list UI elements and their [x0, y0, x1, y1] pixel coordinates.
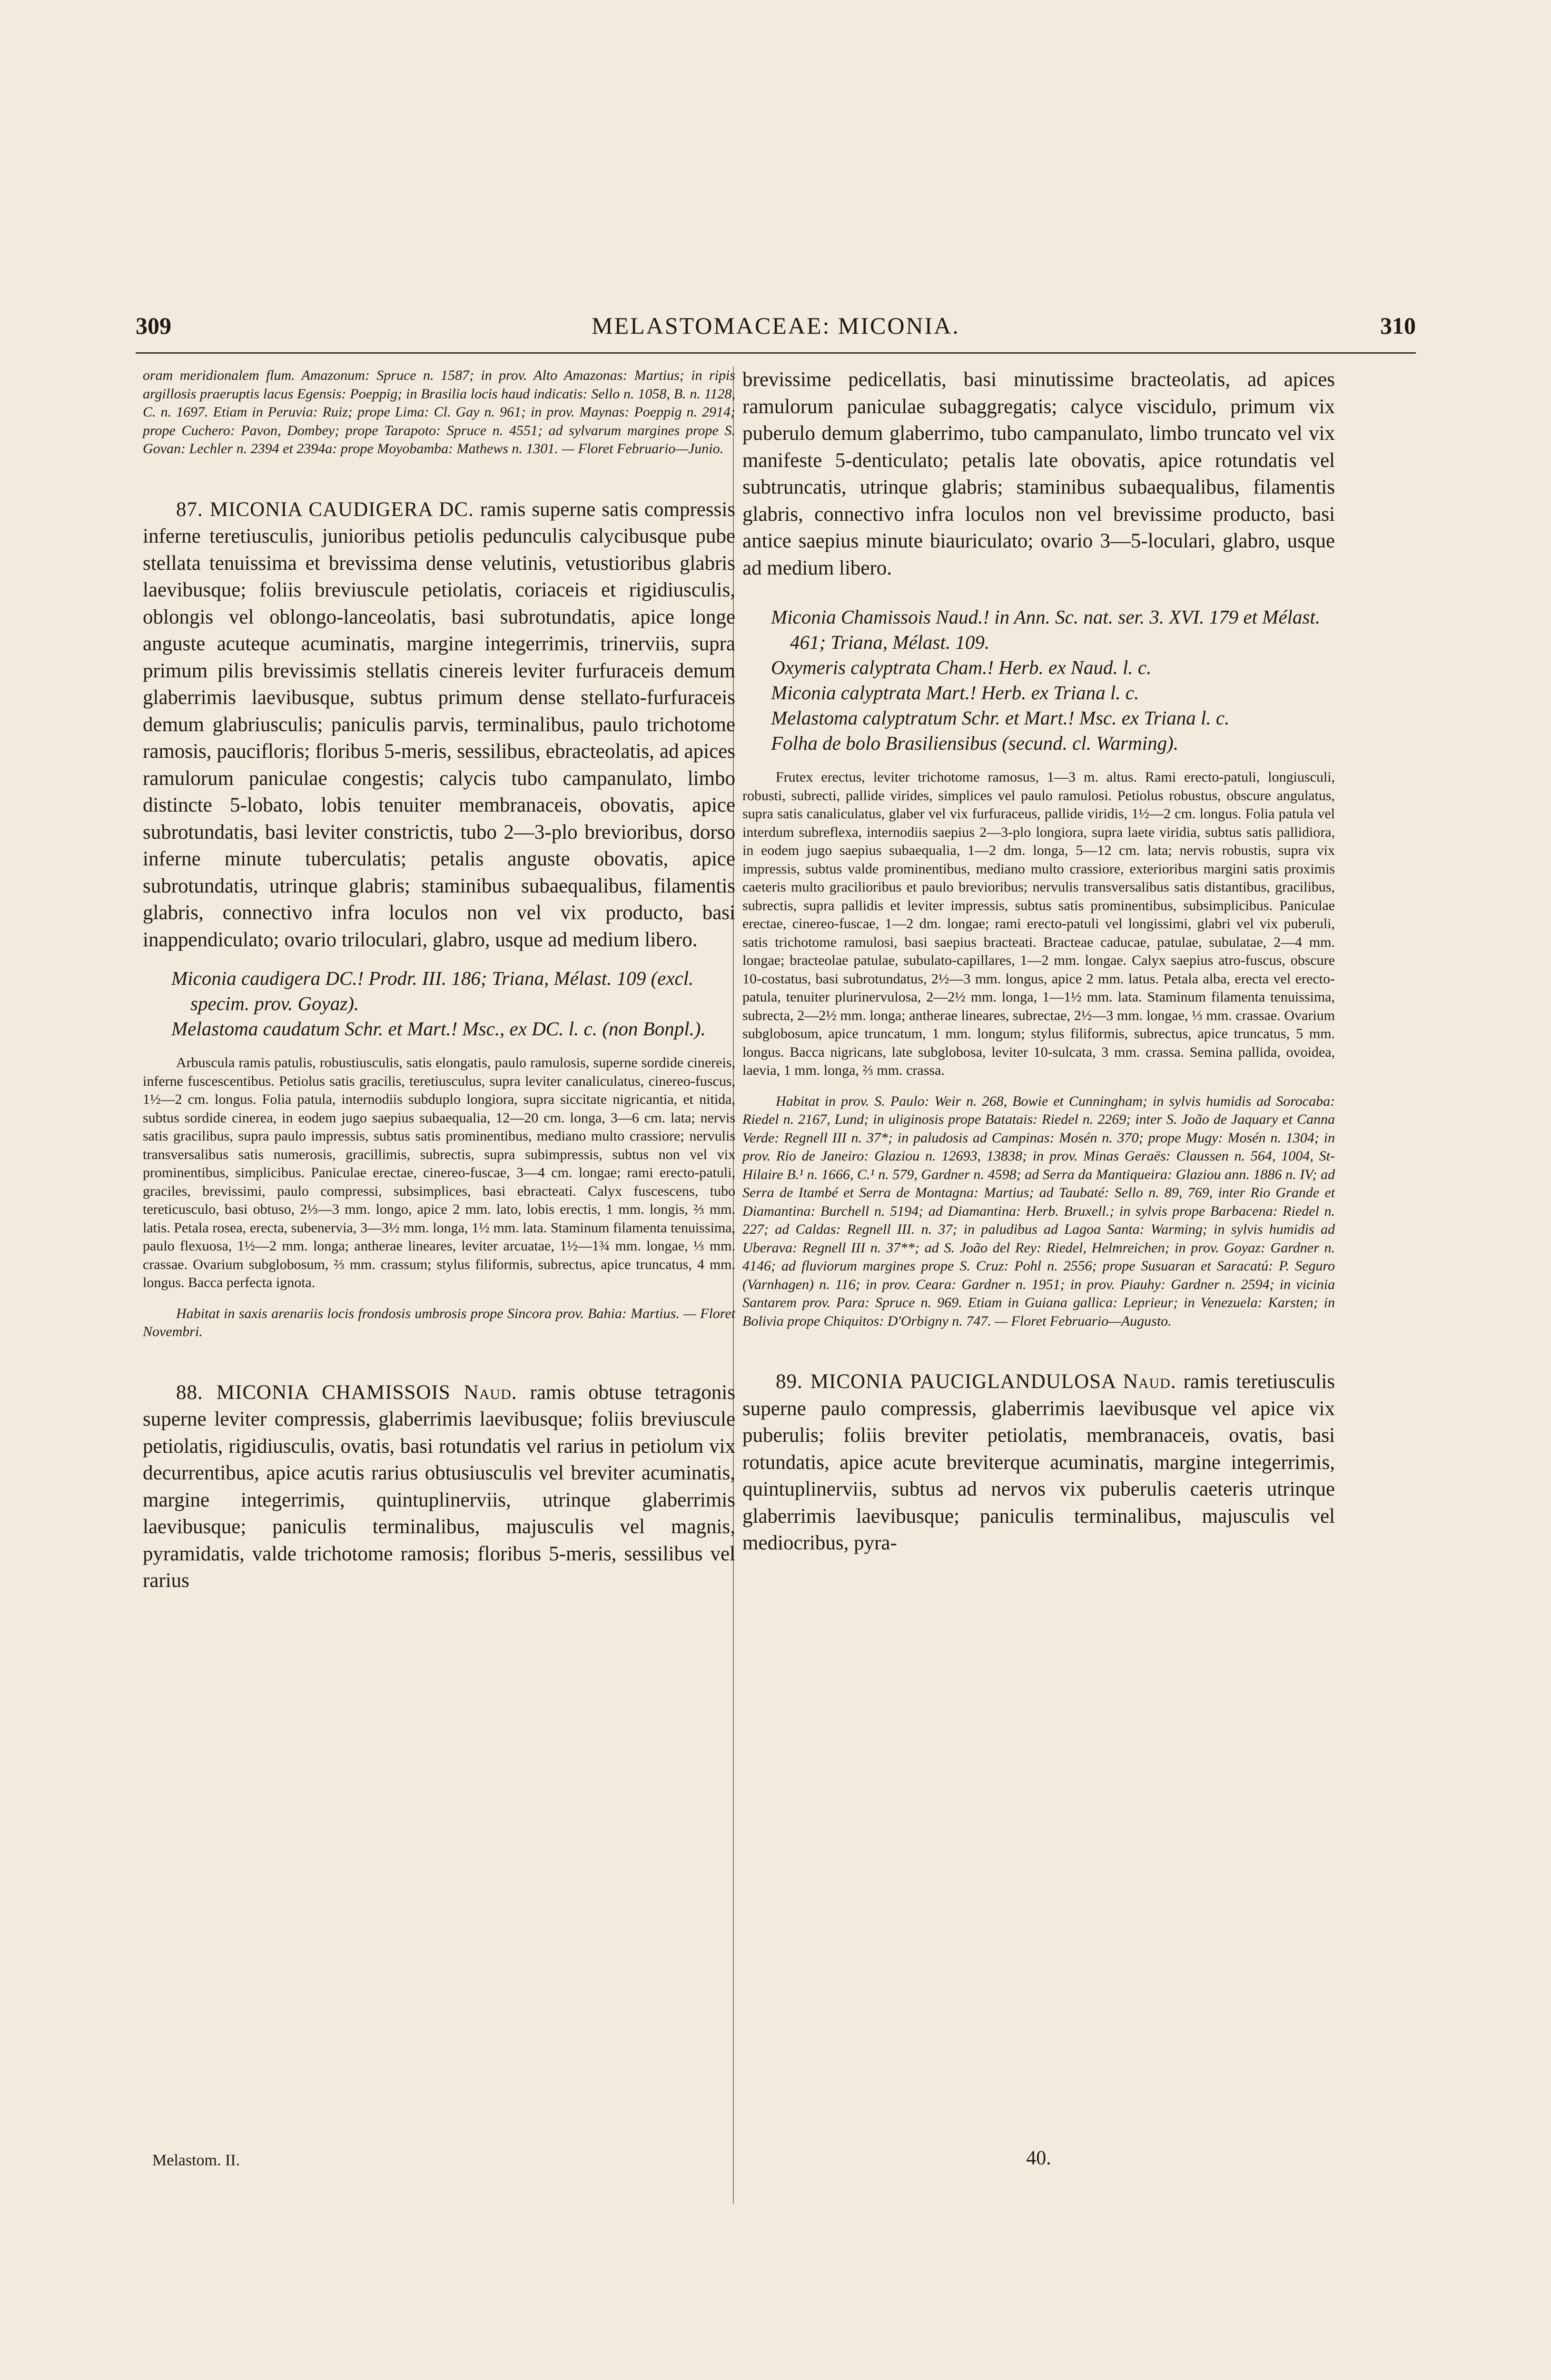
page-header	[136, 312, 1416, 350]
species-88-habitat: Habitat in prov. S. Paulo: Weir n. 268, Bowie et Cunningham; in sylvis humidis ad Sorocaba: Riedel n. 2167, Lund; in uliginosis prope Batatais: Riedel n. 2269; inter S. João de Jaquary et Canna Verde: Regnell III n. 37*; in paludosis ad Campinas: Mosén n. 370; prope Mugy: Mosén n. 1304; in prov. Rio de Janeiro: Glaziou n. 12693, 13838; in prov. Minas Geraës: Claussen n. 564, 1004, St-Hilaire B.¹ n. 1666, C.¹ n. 579, Gardner n. 4598; ad Serra da Mantiqueira: Glaziou ann. 1886 n. IV; ad Serra de Itambé et Serra de Montagna: Martius; ad Taubaté: Sello n. 89, 769, inter Rio Grande et Diamantina: Burchell n. 5194; ad Diamantina: Herb. Bruxell.; in sylvis prope Barbacena: Riedel n. 227; ad Caldas: Regnell III. n. 37; in paludibus ad Lagoa Santa: Warming; in sylvis humidis ad Uberava: Regnell III n. 37**; ad S. João del Rey: Riedel, Helmreichen; in prov. Goyaz: Gardner n. 4146; ad fluviorum margines prope S. Cruz: Pohl n. 2556; prope Susuaran et Saracatú: P. Seguro (Varnhagen) n. 116; in prov. Ceara: Gardner n. 1951; in prov. Piauhy: Gardner n. 2594; in vicinia Santarem prov. Para: Spruce n. 969. Etiam in Guiana gallica: Leprieur; in Venezuela: Karsten; in Bolivia prope Chiquitos: D'Orbigny n. 747. — Floret Februario—Augusto.	[742, 1093, 1335, 1329]
species-88-description: ramis obtuse tetragonis superne leviter compressis, glaberrimis laevibusque; foliis breviuscule petiolatis, rigidiusculis, ovatis, basi rotundatis vel rarius in petiolum vix decurrentibus, apice acutis rarius obtusiusculis vel breviter acuminatis, margine integerrimis, quintuplinerviis, utrinque glaberrimis laevibusque; paniculis terminalibus, majusculis vel magnis, pyramidatis, valde trichotome ramosis; floribus 5-meris, sessilibus vel rarius	[143, 1381, 735, 1592]
species-87-details: Arbuscula ramis patulis, robustiusculis, satis elongatis, paulo ramulosis, superne sordide cinereis, inferne fuscescentibus. Petiolus satis gracilis, teretiusculus, supra leviter canaliculatus, cinereo-fuscus, 1½—2 cm. longus. Folia patula, internodiis subduplo longiora, supra siccitate nigricantia, et nitida, subtus sordide cinerea, in eodem jugo saepius subaequalia, 12—20 cm. longa, 3—6 cm. lata; nervis satis gracilibus, supra paulo impressis, subtus satis prominentibus, mediano multo crassiore; nervulis transversalibus satis numerosis, gracillimis, subrectis, supra subimpressis, subtus non vel vix prominentibus, simplicibus. Paniculae erectae, cinereo-fuscae, 3—4 cm. longae; rami erecto-patuli, graciles, brevissimi, paulo compressi, subsimplices, basi ebracteati. Calyx fuscescens, tubo tereticusculo, basi obtuso, 2⅓—3 mm. longo, apice 2 mm. lato, lobis erectis, 1 mm. longis, ⅔ mm. latis. Petala rosea, erecta, subenervia, 3—3½ mm. longa, 1½ mm. lata. Staminum filamenta tenuissima, paulo flexuosa, 1½—2 mm. longa; antherae lineares, leviter arcuatae, 1½—1¾ mm. longae, ⅓ mm. crassae. Ovarium subglobosum, ⅔ mm. crassum; stylus filiformis, subrectus, apice truncatus, 4 mm. longus. Bacca perfecta ignota.	[143, 1055, 735, 1290]
species-89-description: ramis teretiusculis superne paulo compressis, glaberrimis laevibusque vel apice vix puberulis; foliis breviter petiolatis, membranaceis, ovatis, basi rotundatis, apice acute breviterque acuminatis, margine integerrimis, quintuplinerviis, subtus ad nervos vix puberulis caeteris utrinque glaberrimis laevibusque; paniculis terminalibus, majusculis vel mediocribus, pyra-	[742, 1370, 1335, 1554]
left-column	[143, 367, 735, 1595]
right-column	[742, 367, 1335, 1557]
species-88-details: Frutex erectus, leviter trichotome ramosus, 1—3 m. altus. Rami erecto-patuli, longiusculi, robusti, subrecti, pallide virides, simplices vel paulo ramulosi. Petiolus robustus, obscure angulatus, supra satis canaliculatus, glaber vel vix furfuraceus, pallide viridis, 1½—2 cm. longus. Folia patula vel interdum subreflexa, internodiis saepius 2—3-plo longiora, supra laete viridia, subtus satis pallidiora, in eodem jugo saepius subaequalia, 1—2 dm. longa, 5—12 cm. lata; nervis robustis, supra vix impressis, subtus valde prominentibus, mediano multo crassiore, exterioribus margini satis proximis caeteris multo gracilioribus et paulo brevioribus; nervulis transversalibus satis distantibus, gracilibus, subrectis, supra pallidis et leviter impressis, subtus satis prominentibus, subsimplicibus. Paniculae erectae, cinereo-fuscae, 1—2 dm. longae; rami erecto-patuli vel longissimi, glabri vel vix puberuli, satis trichotome ramulosi, basi saepius bracteati. Bracteae caducae, patulae, subulatae, 2—4 mm. longae; bracteolae patulae, subulato-capillares, 1—2 mm. longae. Calyx saepius atro-fuscus, obscure 10-costatus, basi subrotundatus, 2½—3 mm. longus, apice 2 mm. latus. Petala alba, erecta vel erecto-patula, tenuiter plurinervulosa, 2—2½ mm. longa, 1—1½ mm. lata. Staminum filamenta tenuissima, subrecta, 2—2½ mm. longa; antherae lineares, subrectae, 2½—3 mm. longae, ⅓ mm. crassae. Ovarium subglobosum, apice truncatum, 1 mm. longum; stylus filiformis, subrectus, apice truncatus, 5 mm. longus. Bacca nigricans, late subglobosa, leviter 10-sulcata, 3 mm. crassa. Semina pallida, ovoidea, laevia, 1 mm. longa, ⅔ mm. crassa.	[742, 769, 1335, 1078]
signature-mark: Melastom. II.	[152, 2152, 240, 2169]
species-88	[143, 1379, 735, 1595]
species-87-synonym-1: Miconia caudigera DC.! Prodr. III. 186; Triana, Mélast. 109 (excl. specim. prov. Goyaz).	[171, 967, 694, 1014]
running-title: MELASTOMACEAE: MICONIA.	[592, 312, 960, 339]
species-89-heading: 89. MICONIA PAUCIGLANDULOSA Naud.	[776, 1370, 1176, 1393]
header-rule	[136, 352, 1416, 354]
species-87-habitat: Habitat in saxis arenariis locis frondosis umbrosis prope Sincora prov. Bahia: Martius. — Floret Novembri.	[143, 1305, 735, 1339]
species-89	[742, 1368, 1335, 1557]
species-87-description: ramis superne satis compressis inferne teretiusculis, junioribus petiolis pedunculis calycibusque pube stellata tenuissima et brevissima dense velutinis, vetustioribus glabris laevibusque; foliis breviuscule petiolatis, coriaceis et rigidiusculis, oblongis vel oblongo-lanceolatis, basi subrotundatis, apice longe anguste acuteque acuminatis, margine integerrimis, trinerviis, supra primum pilis brevissimis stellatis cinereis leviter furfuraceis demum glaberrimis laevibusque, subtus primum dense stellato-furfuraceis demum glabriusculis; paniculis parvis, terminalibus, paulo trichotome ramosis, paucifloris; floribus 5-meris, sessilibus, ebracteolatis, ad apices ramulorum paniculae congestis; calycis tubo campanulato, limbo distincte 5-lobato, lobis tenuiter membranaceis, obovatis, apice subrotundatis, basi leviter constrictis, tubo 2—3-plo brevioribus, dorso inferne minute tuberculatis; petalis anguste obovatis, apice subrotundatis, utrinque glabris; staminibus subaequalibus, filamentis glabris, connectivo infra loculos non vel vix producto, basi inappendiculato; ovario triloculari, glabro, usque ad medium libero.	[143, 498, 735, 951]
species-88-synonym-1: Miconia Chamissois Naud.! in Ann. Sc. nat. ser. 3. XVI. 179 et Mélast. 461; Triana, Mélast. 109.	[771, 606, 1321, 653]
species-88-synonym-2: Oxymeris calyptrata Cham.! Herb. ex Naud. l. c.	[771, 656, 1152, 678]
species-88-synonym-3: Miconia calyptrata Mart.! Herb. ex Triana l. c.	[771, 682, 1139, 704]
page-number-left: 309	[136, 312, 171, 339]
species-87	[143, 496, 735, 954]
sheet-number: 40.	[1026, 2147, 1051, 2169]
species-88-description-continued: brevissime pedicellatis, basi minutissime bracteolatis, ad apices ramulorum paniculae subaggregatis; calyce viscidulo, primum vix puberulo demum glaberrimo, tubo campanulato, limbo truncato vel vix manifeste 5-denticulato; petalis late obovatis, apice rotundatis vel subtruncatis, utrinque glabris; staminibus subaequalibus, filamentis glabris, connectivo infra loculos non vel brevissime producto, basi antice saepius minute biauriculato; ovario 3—5-loculari, glabro, usque ad medium libero.	[742, 368, 1335, 579]
page-number-right: 310	[1380, 312, 1416, 339]
species-88-synonym-4: Melastoma calyptratum Schr. et Mart.! Msc. ex Triana l. c.	[771, 707, 1230, 729]
species-87-synonym-2: Melastoma caudatum Schr. et Mart.! Msc., ex DC. l. c. (non Bonpl.).	[171, 1018, 706, 1040]
species-88-vernacular-name: Folha de bolo Brasiliensibus (secund. cl. Warming).	[771, 732, 1178, 754]
species-88-heading: 88. MICONIA CHAMISSOIS Naud.	[176, 1381, 517, 1404]
species-87-heading: 87. MICONIA CAUDIGERA DC.	[176, 498, 474, 521]
habitat-continued: oram meridionalem flum. Amazonum: Spruce n. 1587; in prov. Alto Amazonas: Martius; in ripis argillosis praeruptis lacus Egensis: Poeppig; in Brasilia locis haud indicatis: Sello n. 1058, B. n. 1128, C. n. 1697. Etiam in Peruvia: Ruiz; prope Lima: Cl. Gay n. 961; in prov. Maynas: Poeppig n. 2914; prope Cuchero: Pavon, Dombey; prope Tarapoto: Spruce n. 4551; ad sylvarum margines prope S. Govan: Lechler n. 2394 et 2394a: prope Moyobamba: Mathews n. 1301. — Floret Februario—Junio.	[143, 367, 735, 456]
